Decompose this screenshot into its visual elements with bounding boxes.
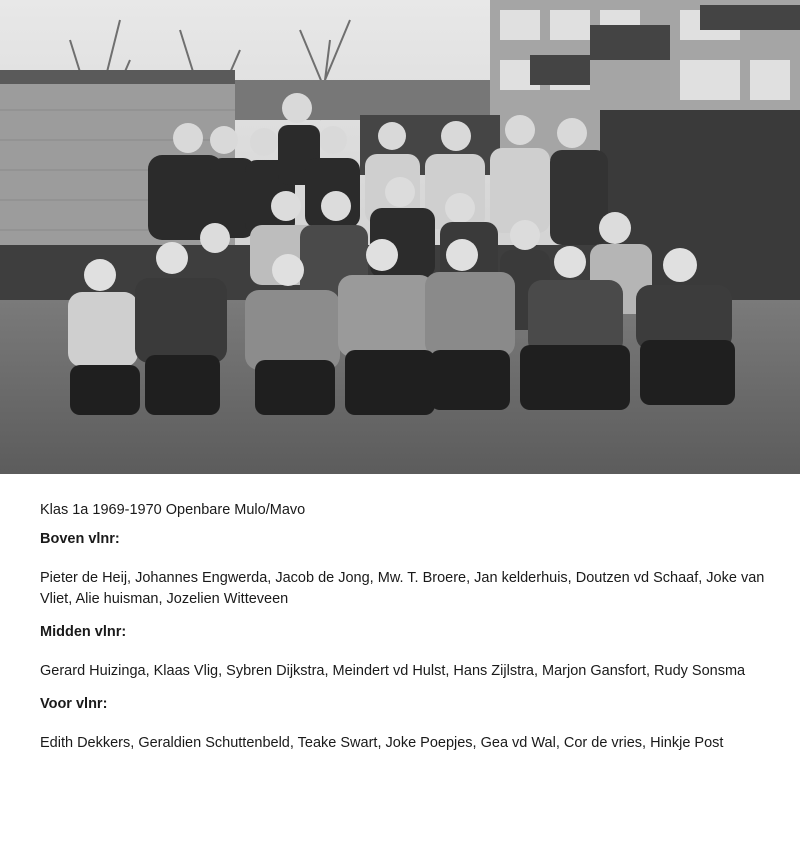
row-names-middle: Gerard Huizinga, Klaas Vlig, Sybren Dijkstra, Meindert vd Hulst, Hans Zijlstra, Marjon Gansfort, Rudy Sonsma [40,663,746,679]
row-heading-top: Boven vlnr: [40,531,120,547]
photo-caption [40,500,785,766]
row-heading-front: Voor vlnr: [40,696,108,712]
caption-title: Klas 1a 1969-1970 Openbare Mulo/Mavo [40,502,306,518]
row-names-top: Pieter de Heij, Johannes Engwerda, Jacob de Jong, Mw. T. Broere, Jan kelderhuis, Doutzen vd Schaaf, Joke van Vliet, Alie huisman, Jozelien Witteveen [40,570,765,607]
distant-roof [235,80,495,120]
row-names-front: Edith Dekkers, Geraldien Schuttenbeld, Teake Swart, Joke Poepjes, Gea vd Wal, Cor de vries, Hinkje Post [40,735,724,751]
row-heading-middle: Midden vlnr: [40,624,127,640]
